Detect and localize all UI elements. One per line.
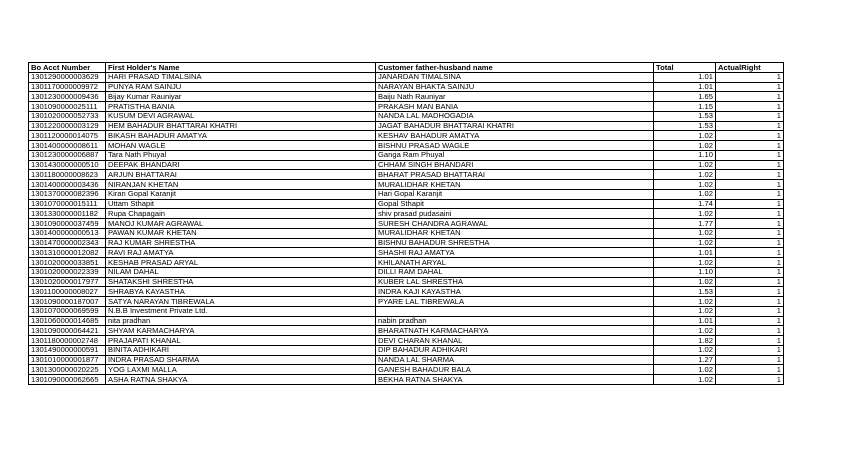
cell-bo-acct-number[interactable]: 1301180000008623 [29,170,106,180]
table-row [29,258,784,268]
cell-father-husband-name[interactable]: Gopal Sthapit [376,199,654,209]
cell-total[interactable]: 1.01 [654,82,716,92]
cell-father-husband-name[interactable]: BISHNU PRASAD WAGLE [376,141,654,151]
cell-father-husband-name[interactable]: GANESH BAHADUR BALA [376,365,654,375]
cell-total[interactable]: 1.53 [654,111,716,121]
table-row [29,355,784,365]
header-total[interactable]: Total [654,63,716,73]
table-row [29,141,784,151]
table-row [29,267,784,277]
cell-total[interactable]: 1.02 [654,189,716,199]
cell-total[interactable]: 1.74 [654,199,716,209]
cell-bo-acct-number[interactable]: 1301400000008611 [29,141,106,151]
cell-bo-acct-number[interactable]: 1301020000033851 [29,258,106,268]
cell-bo-acct-number[interactable]: 1301060000014685 [29,316,106,326]
cell-father-husband-name[interactable]: BISHNU BAHADUR SHRESTHA [376,238,654,248]
cell-actual-right[interactable]: 1 [716,92,784,102]
table-row [29,248,784,258]
cell-bo-acct-number[interactable]: 1301120000014075 [29,131,106,141]
cell-actual-right[interactable]: 1 [716,228,784,238]
cell-total[interactable]: 1.02 [654,258,716,268]
cell-bo-acct-number[interactable]: 1301300000020225 [29,365,106,375]
cell-total[interactable]: 1.02 [654,170,716,180]
cell-father-husband-name[interactable]: INDRA KAJI KAYASTHA [376,287,654,297]
cell-total[interactable]: 1.01 [654,316,716,326]
cell-bo-acct-number[interactable]: 1301400000003436 [29,180,106,190]
cell-bo-acct-number[interactable]: 1301400000000513 [29,228,106,238]
cell-father-husband-name[interactable]: PRAKASH MAN BANIA [376,102,654,112]
cell-father-husband-name[interactable]: BHARATNATH KARMACHARYA [376,326,654,336]
header-actual-right[interactable]: ActualRight [716,63,784,73]
cell-actual-right[interactable]: 1 [716,326,784,336]
cell-bo-acct-number[interactable]: 1301430000000510 [29,160,106,170]
cell-total[interactable]: 1.02 [654,306,716,316]
cell-first-holder-name[interactable]: BINITA ADHIKARI [106,345,376,355]
cell-bo-acct-number[interactable]: 1301490000000591 [29,345,106,355]
cell-actual-right[interactable]: 1 [716,150,784,160]
cell-bo-acct-number[interactable]: 1301010000001877 [29,355,106,365]
cell-actual-right[interactable]: 1 [716,248,784,258]
table-row [29,277,784,287]
cell-first-holder-name[interactable]: N.B.B Investment Private Ltd. [106,306,376,316]
cell-father-husband-name[interactable]: PYARE LAL TIBREWALA [376,297,654,307]
cell-first-holder-name[interactable]: KESHAB PRASAD ARYAL [106,258,376,268]
cell-bo-acct-number[interactable]: 1301290000003629 [29,72,106,82]
cell-father-husband-name[interactable]: SHASHI RAJ AMATYA [376,248,654,258]
cell-father-husband-name[interactable]: DILLI RAM DAHAL [376,267,654,277]
header-bo-acct-number[interactable]: Bo Acct Number [29,63,106,73]
table-row [29,365,784,375]
cell-total[interactable]: 1.02 [654,180,716,190]
holders-table [28,62,784,385]
cell-bo-acct-number[interactable]: 1301470000002343 [29,238,106,248]
cell-first-holder-name[interactable]: ARJUN BHATTARAI [106,170,376,180]
cell-total[interactable]: 1.02 [654,365,716,375]
cell-father-husband-name[interactable]: Ganga Ram Phuyal [376,150,654,160]
cell-first-holder-name[interactable]: PAWAN KUMAR KHETAN [106,228,376,238]
cell-bo-acct-number[interactable]: 1301020000052733 [29,111,106,121]
table-body [29,72,784,384]
table-row [29,121,784,131]
cell-father-husband-name[interactable]: SURESH CHANDRA AGRAWAL [376,219,654,229]
cell-first-holder-name[interactable]: BIKASH BAHADUR AMATYA [106,131,376,141]
cell-actual-right[interactable]: 1 [716,209,784,219]
cell-total[interactable]: 1.02 [654,141,716,151]
cell-total[interactable]: 1.01 [654,248,716,258]
cell-bo-acct-number[interactable]: 1301170000009972 [29,82,106,92]
cell-actual-right[interactable]: 1 [716,141,784,151]
cell-actual-right[interactable]: 1 [716,160,784,170]
cell-father-husband-name[interactable]: KHILANATH ARYAL [376,258,654,268]
cell-actual-right[interactable]: 1 [716,365,784,375]
table-row [29,131,784,141]
cell-first-holder-name[interactable]: NILAM DAHAL [106,267,376,277]
cell-father-husband-name[interactable]: shiv prasad pudasaini [376,209,654,219]
cell-first-holder-name[interactable]: Kiran Gopal Karanjit [106,189,376,199]
cell-total[interactable]: 1.02 [654,238,716,248]
cell-actual-right[interactable]: 1 [716,82,784,92]
cell-first-holder-name[interactable]: Rupa Chapagain [106,209,376,219]
cell-bo-acct-number[interactable]: 1301020000017977 [29,277,106,287]
cell-total[interactable]: 1.02 [654,228,716,238]
cell-father-husband-name[interactable]: DEVI CHARAN KHANAL [376,336,654,346]
table-row [29,209,784,219]
cell-first-holder-name[interactable]: SHATAKSHI SHRESTHA [106,277,376,287]
cell-bo-acct-number[interactable]: 1301310000012082 [29,248,106,258]
cell-actual-right[interactable]: 1 [716,375,784,385]
cell-actual-right[interactable]: 1 [716,355,784,365]
cell-father-husband-name[interactable] [376,306,654,316]
cell-actual-right[interactable]: 1 [716,258,784,268]
table-row [29,160,784,170]
cell-actual-right[interactable]: 1 [716,345,784,355]
cell-father-husband-name[interactable]: BHARAT PRASAD BHATTARAI [376,170,654,180]
table-row [29,102,784,112]
cell-actual-right[interactable]: 1 [716,238,784,248]
table-row [29,199,784,209]
cell-first-holder-name[interactable]: ASHA RATNA SHAKYA [106,375,376,385]
cell-father-husband-name[interactable]: JANARDAN TIMALSINA [376,72,654,82]
cell-father-husband-name[interactable]: NANDA LAL SHARMA [376,355,654,365]
cell-bo-acct-number[interactable]: 1301090000062665 [29,375,106,385]
table-row [29,306,784,316]
cell-bo-acct-number[interactable]: 1301230000009436 [29,92,106,102]
cell-first-holder-name[interactable]: YOG LAXMI MALLA [106,365,376,375]
cell-actual-right[interactable]: 1 [716,267,784,277]
table-row [29,238,784,248]
header-father-husband-name[interactable]: Customer father-husband name [376,63,654,73]
table-row [29,170,784,180]
cell-father-husband-name[interactable]: MURALIDHAR KHETAN [376,180,654,190]
cell-total[interactable]: 1.02 [654,326,716,336]
cell-total[interactable]: 1.02 [654,209,716,219]
cell-bo-acct-number[interactable]: 1301220000003129 [29,121,106,131]
header-row [29,63,784,73]
cell-actual-right[interactable]: 1 [716,336,784,346]
cell-actual-right[interactable]: 1 [716,189,784,199]
cell-bo-acct-number[interactable]: 1301070000069599 [29,306,106,316]
cell-father-husband-name[interactable]: nabin pradhan [376,316,654,326]
cell-first-holder-name[interactable]: INDRA PRASAD SHARMA [106,355,376,365]
cell-first-holder-name[interactable]: DEEPAK BHANDARI [106,160,376,170]
table-row [29,228,784,238]
cell-total[interactable]: 1.27 [654,355,716,365]
spreadsheet [28,62,784,385]
cell-total[interactable]: 1.02 [654,277,716,287]
cell-first-holder-name[interactable]: SHRABYA KAYASTHA [106,287,376,297]
table-row [29,336,784,346]
cell-first-holder-name[interactable]: PRAJAPATI KHANAL [106,336,376,346]
cell-first-holder-name[interactable]: HARI PRASAD TIMALSINA [106,72,376,82]
table-row [29,297,784,307]
cell-father-husband-name[interactable]: KUBER LAL SHRESTHA [376,277,654,287]
cell-total[interactable]: 1.15 [654,102,716,112]
cell-father-husband-name[interactable]: NANDA LAL MADHOGADIA [376,111,654,121]
cell-father-husband-name[interactable]: BEKHA RATNA SHAKYA [376,375,654,385]
cell-actual-right[interactable]: 1 [716,316,784,326]
cell-total[interactable]: 1.77 [654,219,716,229]
cell-first-holder-name[interactable]: MANOJ KUMAR AGRAWAL [106,219,376,229]
cell-actual-right[interactable]: 1 [716,199,784,209]
cell-first-holder-name[interactable]: Bijay Kumar Rauniyar [106,92,376,102]
cell-bo-acct-number[interactable]: 1301230000006887 [29,150,106,160]
cell-bo-acct-number[interactable]: 1301090000037459 [29,219,106,229]
cell-total[interactable]: 1.53 [654,287,716,297]
cell-father-husband-name[interactable]: DIP BAHADUR ADHIKARI [376,345,654,355]
cell-father-husband-name[interactable]: CHHAM SINGH BHANDARI [376,160,654,170]
cell-actual-right[interactable]: 1 [716,219,784,229]
cell-father-husband-name[interactable]: Hari Gopal Karanjit [376,189,654,199]
cell-first-holder-name[interactable]: KUSUM DEVI AGRAWAL [106,111,376,121]
cell-bo-acct-number[interactable]: 1301180000002748 [29,336,106,346]
cell-first-holder-name[interactable]: NIRANJAN KHETAN [106,180,376,190]
cell-father-husband-name[interactable]: KESHAV BAHADUR AMATYA [376,131,654,141]
cell-actual-right[interactable]: 1 [716,287,784,297]
cell-total[interactable]: 1.10 [654,267,716,277]
table-row [29,287,784,297]
cell-total[interactable]: 1.82 [654,336,716,346]
table-row [29,92,784,102]
cell-bo-acct-number[interactable]: 1301090000064421 [29,326,106,336]
table-row [29,72,784,82]
cell-first-holder-name[interactable]: MOHAN WAGLE [106,141,376,151]
cell-first-holder-name[interactable]: SHYAM KARMACHARYA [106,326,376,336]
cell-first-holder-name[interactable]: nita pradhan [106,316,376,326]
table-row [29,375,784,385]
cell-first-holder-name[interactable]: RAVI RAJ AMATYA [106,248,376,258]
cell-actual-right[interactable]: 1 [716,170,784,180]
cell-actual-right[interactable]: 1 [716,277,784,287]
cell-father-husband-name[interactable]: Baiju Nath Rauniyar [376,92,654,102]
cell-bo-acct-number[interactable]: 1301020000022339 [29,267,106,277]
table-row [29,345,784,355]
cell-bo-acct-number[interactable]: 1301370000082396 [29,189,106,199]
cell-father-husband-name[interactable]: NARAYAN BHAKTA SAINJU [376,82,654,92]
cell-actual-right[interactable]: 1 [716,111,784,121]
cell-actual-right[interactable]: 1 [716,121,784,131]
cell-bo-acct-number[interactable]: 1301070000015111 [29,199,106,209]
cell-bo-acct-number[interactable]: 1301090000025111 [29,102,106,112]
cell-father-husband-name[interactable]: JAGAT BAHADUR BHATTARAI KHATRI [376,121,654,131]
cell-total[interactable]: 1.10 [654,150,716,160]
cell-first-holder-name[interactable]: Uttam Sthapit [106,199,376,209]
cell-total[interactable]: 1.02 [654,297,716,307]
table-row [29,326,784,336]
cell-total[interactable]: 1.53 [654,121,716,131]
cell-actual-right[interactable]: 1 [716,297,784,307]
cell-total[interactable]: 1.02 [654,131,716,141]
cell-first-holder-name[interactable]: RAJ KUMAR SHRESTHA [106,238,376,248]
cell-father-husband-name[interactable]: MURALIDHAR KHETAN [376,228,654,238]
cell-bo-acct-number[interactable]: 1301090000187007 [29,297,106,307]
cell-total[interactable]: 1.02 [654,160,716,170]
table-row [29,82,784,92]
cell-total[interactable]: 1.65 [654,92,716,102]
table-row [29,111,784,121]
cell-bo-acct-number[interactable]: 1301100000008027 [29,287,106,297]
cell-actual-right[interactable]: 1 [716,180,784,190]
cell-actual-right[interactable]: 1 [716,306,784,316]
cell-first-holder-name[interactable]: Tara Nath Phuyal [106,150,376,160]
table-row [29,219,784,229]
cell-actual-right[interactable]: 1 [716,72,784,82]
table-row [29,189,784,199]
cell-first-holder-name[interactable]: PRATISTHA BANIA [106,102,376,112]
table-row [29,180,784,190]
cell-first-holder-name[interactable]: PUNYA RAM SAINJU [106,82,376,92]
cell-actual-right[interactable]: 1 [716,131,784,141]
cell-total[interactable]: 1.02 [654,375,716,385]
header-first-holder-name[interactable]: First Holder's Name [106,63,376,73]
cell-actual-right[interactable]: 1 [716,102,784,112]
table-row [29,316,784,326]
cell-first-holder-name[interactable]: SATYA NARAYAN TIBREWALA [106,297,376,307]
cell-total[interactable]: 1.01 [654,72,716,82]
cell-first-holder-name[interactable]: HEM BAHADUR BHATTARAI KHATRI [106,121,376,131]
table-row [29,150,784,160]
cell-bo-acct-number[interactable]: 1301330000001182 [29,209,106,219]
cell-total[interactable]: 1.02 [654,345,716,355]
